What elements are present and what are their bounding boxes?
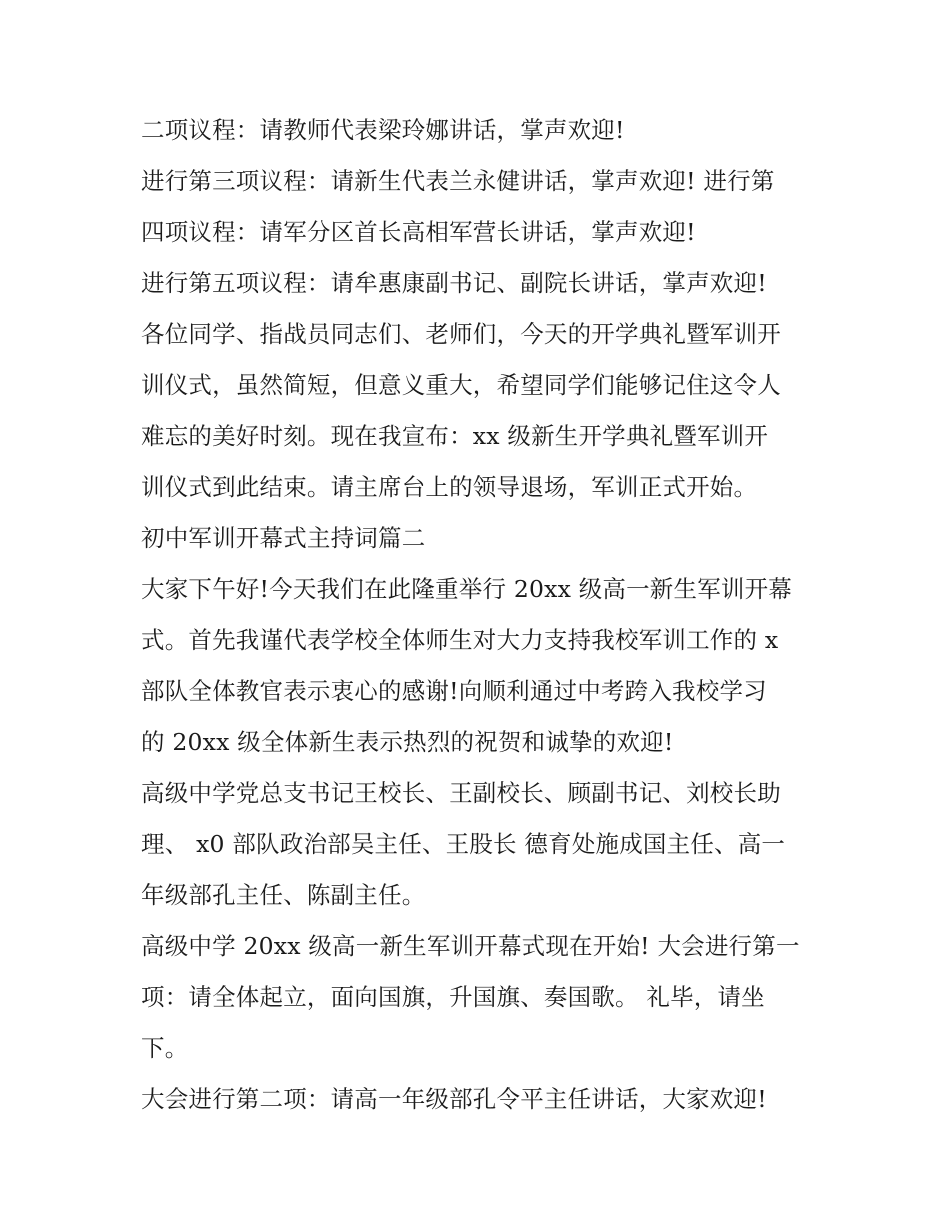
text-line: 大会进行第二项：请高一年级部孔令平主任讲话，大家欢迎! (141, 1085, 767, 1113)
text-line: 难忘的美好时刻。现在我宣布：xx 级新生开学典礼暨军训开 (141, 422, 769, 450)
text-line: 理、 x0 部队政治部吴主任、王股长 德育处施成国主任、高一 (141, 830, 786, 858)
text-line: 高级中学党总支书记王校长、王副校长、顾副书记、刘校长助 (141, 779, 781, 807)
text-line: 下。 (141, 1034, 189, 1062)
text-line: 训仪式，虽然简短，但意义重大，希望同学们能够记住这令人 (141, 371, 781, 399)
section-heading: 初中军训开幕式主持词篇二 (141, 524, 426, 552)
text-line: 进行第三项议程：请新生代表兰永健讲话，掌声欢迎! 进行第 (141, 167, 775, 195)
text-line: 项：请全体起立，面向国旗，升国旗、奏国歌。 礼毕，请坐 (141, 983, 765, 1011)
text-line: 年级部孔主任、陈副主任。 (141, 881, 426, 909)
text-line: 大家下午好!今天我们在此隆重举行 20xx 级高一新生军训开幕 (141, 575, 792, 603)
text-line: 四项议程：请军分区首长高相军营长讲话，掌声欢迎! (141, 218, 696, 246)
text-line: 高级中学 20xx 级高一新生军训开幕式现在开始! 大会进行第一 (141, 932, 800, 960)
text-line: 各位同学、指战员同志们、老师们，今天的开学典礼暨军训开 (141, 320, 781, 348)
text-line: 二项议程：请教师代表梁玲娜讲话，掌声欢迎! (141, 116, 625, 144)
text-line: 进行第五项议程：请牟惠康副书记、副院长讲话，掌声欢迎! (141, 269, 767, 297)
text-line: 的 20xx 级全体新生表示热烈的祝贺和诚挚的欢迎! (141, 728, 674, 756)
text-line: 式。首先我谨代表学校全体师生对大力支持我校军训工作的 x (141, 626, 779, 654)
text-line: 部队全体教官表示衷心的感谢!向顺利通过中考跨入我校学习 (141, 677, 767, 705)
document-body (141, 108, 821, 1128)
text-line: 训仪式到此结束。请主席台上的领导退场，军训正式开始。 (141, 473, 758, 501)
